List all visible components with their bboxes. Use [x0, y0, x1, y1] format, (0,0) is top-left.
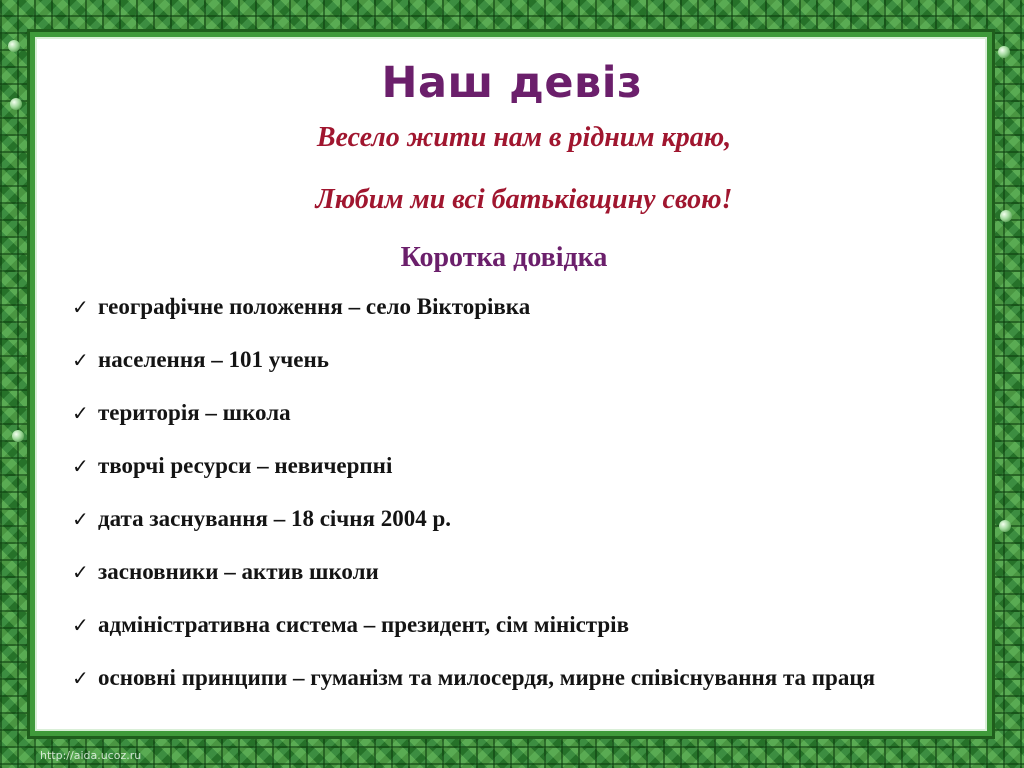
frame-bead — [8, 40, 20, 52]
frame-bead — [999, 520, 1011, 532]
slide-title: Наш девіз — [381, 58, 643, 108]
fact-text: засновники – актив школи — [98, 559, 379, 584]
fact-text: адміністративна система – президент, сім міністрів — [98, 612, 629, 637]
list-item — [72, 663, 984, 693]
checkmark-icon: ✓ — [72, 295, 89, 319]
fact-text: населення – 101 учень — [98, 347, 329, 372]
list-item — [72, 610, 984, 640]
checkmark-icon: ✓ — [72, 613, 89, 637]
checkmark-icon: ✓ — [72, 348, 89, 372]
fact-text: основні принципи – гуманізм та милосердя, мирне співіснування та праця — [98, 665, 876, 690]
info-subtitle: Коротка довідка — [400, 242, 608, 273]
list-item — [72, 345, 984, 375]
frame-bead — [998, 46, 1010, 58]
list-item — [72, 292, 984, 322]
checkmark-icon: ✓ — [72, 507, 89, 531]
frame-bead — [12, 430, 24, 442]
list-item — [72, 398, 984, 428]
checkmark-icon: ✓ — [72, 560, 89, 584]
checkmark-icon: ✓ — [72, 401, 89, 425]
checkmark-icon: ✓ — [72, 666, 89, 690]
facts-list — [72, 292, 984, 716]
checkmark-icon: ✓ — [72, 454, 89, 478]
fact-text: територія – школа — [98, 400, 291, 425]
fact-text: географічне положення – село Вікторівка — [98, 294, 531, 319]
motto-line-2: Любим ми всі батьківщину свою! — [315, 184, 733, 215]
source-watermark: http://aida.ucoz.ru — [40, 749, 142, 762]
motto-line-1: Весело жити нам в рідним краю, — [316, 122, 732, 153]
list-item — [72, 557, 984, 587]
fact-text: дата заснування – 18 січня 2004 р. — [98, 506, 451, 531]
list-item — [72, 451, 984, 481]
fact-text: творчі ресурси – невичерпні — [98, 453, 393, 478]
list-item — [72, 504, 984, 534]
